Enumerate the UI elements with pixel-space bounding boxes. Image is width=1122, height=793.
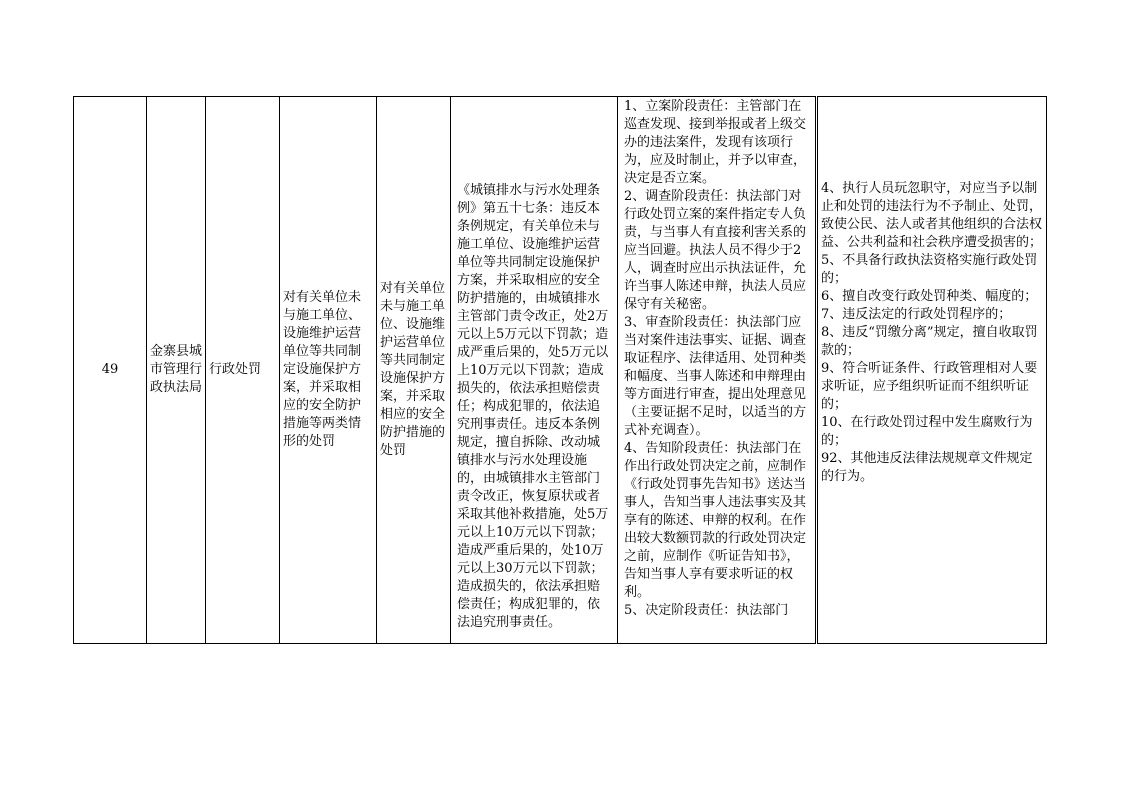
accountability-item: 10、在行政处罚过程中发生腐败行为的； [821, 415, 1033, 448]
responsibility-item: 4、告知阶段责任：执法部门在作出行政处罚决定之前，应制作《行政处罚事先告知书》送达当事人，告知当事人违法事实及其享有的陈述、申辩的权利。在作出较大数额罚款的行政处罚决定之前，应制作《听证告知书》，告知当事人享有要求听证的权利。 [624, 441, 807, 600]
accountability-item: 7、违反法定的行政处罚程序的； [821, 307, 1012, 322]
accountability-item: 5、不具备行政执法资格实施行政处罚的； [821, 253, 1038, 286]
responsibility-cell [618, 97, 817, 644]
accountability-item: 4、执行人员玩忽职守，对应当予以制止和处罚的违法行为不予制止、处罚，致使公民、法人或者其他组织的合法权益、公共利益和社会秩序遭受损害的； [821, 181, 1043, 250]
responsibility-item: 5、决定阶段责任：执法部门 [624, 603, 789, 618]
row-number: 49 [74, 97, 147, 644]
power-list-table [73, 96, 1047, 644]
table-row [74, 97, 1047, 644]
responsibility-item: 3、审查阶段责任：执法部门应当对案件违法事实、证据、调查取证程序、法律适用、处罚种类和幅度、当事人陈述和申辩理由等方面进行审查，提出处理意见（主要证据不足时，以适当的方式补充调查）。 [624, 315, 807, 438]
legal-basis-cell [451, 97, 618, 644]
responsibility-item: 2、调查阶段责任：执法部门对行政处罚立案的案件指定专人负责，与当事人有直接利害关系的应当回避。执法人员不得少于2人，调查时应出示执法证件，允许当事人陈述申辩，执法人员应保守有关秘密。 [624, 189, 807, 312]
accountability-item: 8、违反“罚缴分离”规定，擅自收取罚款的； [821, 325, 1038, 358]
legal-basis-text: 《城镇排水与污水处理条例》第五十七条：违反本条例规定，有关单位未与施工单位、设施维护运营单位等共同制定设施保护方案，并采取相应的安全防护措施的，由城镇排水主管部门责令改正，处2万元以上5万元以下罚款；造成严重后果的，处5万元以上10万元以下罚款；造成损失的，依法承担赔偿责任；构成犯罪的，依法追究刑事责任。违反本条例规定，擅自拆除、改动城镇排水与污水处理设施的，由城镇排水主管部门责令改正，恢复原状或者采取其他补救措施，处5万元以上10万元以下罚款；造成严重后果的，处10万元以上30万元以下罚款；造成损失的，依法承担赔偿责任；构成犯罪的，依法追究刑事责任。 [457, 183, 609, 630]
accountability-item: 92、其他违反法律法规规章文件规定的行为。 [821, 451, 1033, 484]
category-cell: 行政处罚 [206, 97, 280, 644]
accountability-cell [817, 97, 1047, 644]
accountability-item: 6、擅自改变行政处罚种类、幅度的； [821, 289, 1038, 304]
department-cell: 金寨县城市管理行政执法局 [147, 97, 206, 644]
responsibility-item: 1、立案阶段责任：主管部门在巡查发现、接到举报或者上级交办的违法案件，发现有该项行为，应及时制止，并予以审查，决定是否立案。 [624, 99, 807, 186]
sub-item-cell: 对有关单位未与施工单位、设施维护运营单位等共同制定设施保护方案，并采取相应的安全防护措施的处罚 [377, 97, 451, 644]
item-name-cell: 对有关单位未与施工单位、设施维护运营单位等共同制定设施保护方案，并采取相应的安全防护措施等两类情形的处罚 [280, 97, 377, 644]
accountability-item: 9、符合听证条件、行政管理相对人要求听证，应予组织听证而不组织听证的； [821, 361, 1038, 412]
